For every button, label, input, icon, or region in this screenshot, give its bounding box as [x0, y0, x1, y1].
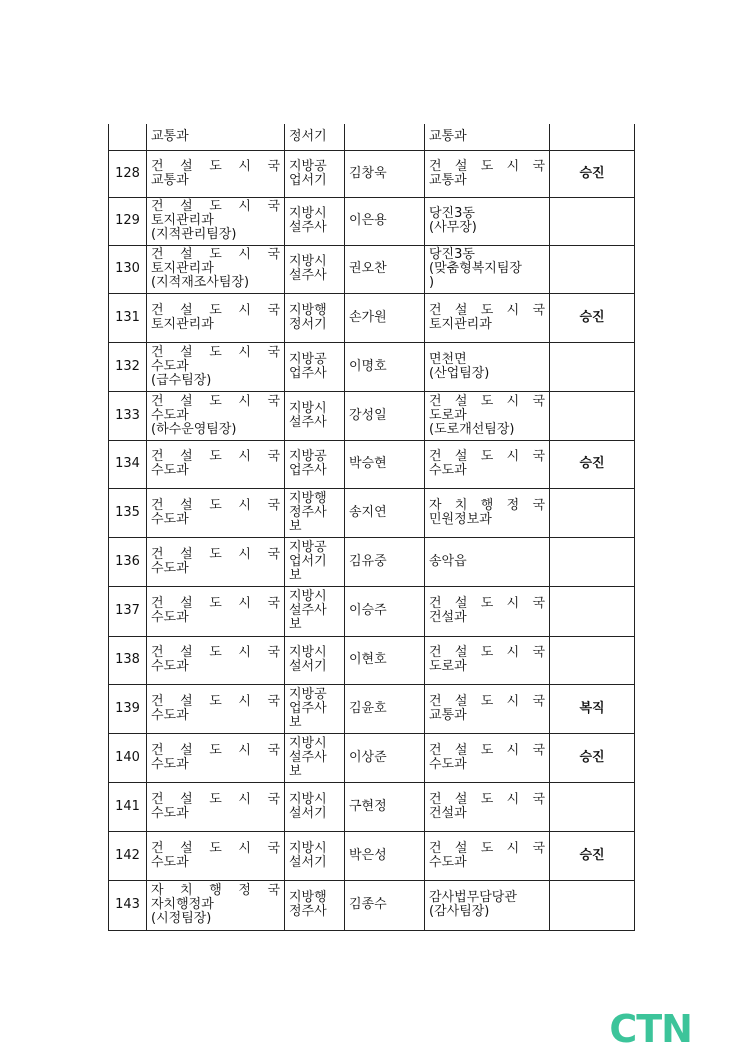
remark: [550, 124, 635, 150]
job-grade-line: 지방공: [289, 539, 327, 555]
new-department: [425, 245, 550, 293]
current-department: [147, 586, 285, 636]
current-bureau: 건 설 도 시 국: [151, 199, 280, 214]
table-row: [109, 197, 635, 245]
new-department: [425, 880, 550, 930]
current-department-line: (지적재조사팀장): [151, 275, 250, 290]
new-department: [425, 488, 550, 537]
job-grade-line: 지방시: [289, 645, 327, 660]
employee-name: 손가원: [345, 293, 425, 342]
job-grade-line: 설서기: [289, 805, 327, 821]
row-number: 137: [109, 586, 147, 636]
job-grade-line: 지방시: [289, 735, 327, 751]
remark: [550, 537, 635, 586]
job-grade-line: 지방공: [289, 351, 327, 367]
remark: 승진: [550, 831, 635, 880]
new-department: [425, 831, 550, 880]
remark: [550, 391, 635, 440]
new-department-line: 교통과: [429, 128, 467, 144]
current-department-line: 수도과: [151, 560, 189, 576]
new-bureau: 건 설 도 시 국: [429, 693, 545, 709]
new-department-line: 수도과: [429, 463, 467, 478]
current-department-line: (하수운영팀장): [151, 421, 237, 437]
row-number: 134: [109, 440, 147, 488]
new-bureau: 건 설 도 시 국: [429, 158, 545, 174]
table-row: [109, 342, 635, 391]
remark: [550, 488, 635, 537]
new-department-line: ): [429, 275, 435, 290]
new-department: [425, 124, 550, 150]
table-row: [109, 880, 635, 930]
current-bureau: 건 설 도 시 국: [151, 693, 280, 709]
employee-name: 이명호: [345, 342, 425, 391]
new-department-line: 교통과: [429, 172, 467, 188]
job-grade-line: 지방행: [289, 890, 327, 905]
employee-name: 김종수: [345, 880, 425, 930]
table-row: [109, 293, 635, 342]
table-row: [109, 391, 635, 440]
remark: [550, 197, 635, 245]
employee-name: 이은용: [345, 197, 425, 245]
current-bureau: 건 설 도 시 국: [151, 497, 280, 513]
job-grade-line: 설주사: [289, 220, 327, 235]
job-grade: [285, 150, 345, 197]
new-department: [425, 684, 550, 733]
new-department-line: 토지관리과: [429, 316, 492, 332]
current-department-line: 수도과: [151, 756, 189, 772]
current-department: [147, 391, 285, 440]
job-grade-line: 지방시: [289, 206, 327, 221]
current-department-line: 수도과: [151, 707, 189, 723]
table-row: [109, 636, 635, 684]
row-number: [109, 124, 147, 150]
current-department-line: 수도과: [151, 407, 189, 423]
job-grade-line: 업주사: [289, 365, 327, 381]
current-bureau: 건 설 도 시 국: [151, 344, 280, 360]
current-department-line: 토지관리과: [151, 316, 214, 332]
new-bureau: 건 설 도 시 국: [429, 596, 545, 611]
job-grade-line: 지방시: [289, 254, 327, 269]
new-department-line: (맞춤형복지팀장: [429, 261, 522, 276]
new-bureau: 자 치 행 정 국: [429, 497, 545, 513]
new-department: [425, 391, 550, 440]
job-grade-line: 보: [289, 567, 302, 583]
new-bureau: 건 설 도 시 국: [429, 742, 545, 758]
new-bureau: 건 설 도 시 국: [429, 302, 545, 318]
job-grade-line: 지방공: [289, 686, 327, 702]
job-grade: [285, 782, 345, 831]
current-department-line: (시정팀장): [151, 911, 212, 926]
job-grade: [285, 586, 345, 636]
current-department-line: 토지관리과: [151, 261, 214, 276]
current-department-line: 수도과: [151, 854, 189, 870]
job-grade: [285, 124, 345, 150]
row-number: 142: [109, 831, 147, 880]
job-grade: [285, 293, 345, 342]
new-department: [425, 342, 550, 391]
new-department: [425, 293, 550, 342]
current-department-line: 수도과: [151, 659, 189, 674]
job-grade-line: 지방공: [289, 449, 327, 464]
table-row: [109, 537, 635, 586]
job-grade: [285, 391, 345, 440]
new-department-line: 수도과: [429, 854, 467, 870]
current-bureau: 건 설 도 시 국: [151, 449, 280, 464]
table-row: [109, 245, 635, 293]
current-department: [147, 150, 285, 197]
job-grade-line: 업주사: [289, 463, 327, 478]
personnel-table: [108, 124, 635, 931]
job-grade-line: 정주사: [289, 904, 327, 919]
row-number: 138: [109, 636, 147, 684]
job-grade-line: 설주사: [289, 268, 327, 283]
new-department: [425, 197, 550, 245]
row-number: 135: [109, 488, 147, 537]
current-department: [147, 831, 285, 880]
job-grade: [285, 342, 345, 391]
current-department-line: 수도과: [151, 610, 189, 625]
new-department: [425, 636, 550, 684]
new-department-line: (사무장): [429, 220, 477, 235]
new-bureau: 건 설 도 시 국: [429, 791, 545, 807]
row-number: 131: [109, 293, 147, 342]
employee-name: 김창욱: [345, 150, 425, 197]
current-department: [147, 782, 285, 831]
current-department: [147, 537, 285, 586]
current-department: [147, 293, 285, 342]
new-bureau: 건 설 도 시 국: [429, 840, 545, 856]
row-number: 136: [109, 537, 147, 586]
row-number: 133: [109, 391, 147, 440]
new-department-line: (감사팀장): [429, 904, 490, 919]
job-grade-line: 보: [289, 714, 302, 730]
job-grade: [285, 831, 345, 880]
current-bureau: 건 설 도 시 국: [151, 393, 280, 409]
new-bureau: 건 설 도 시 국: [429, 393, 545, 409]
remark: 복직: [550, 684, 635, 733]
table-row: [109, 733, 635, 782]
employee-name: 강성일: [345, 391, 425, 440]
remark: 승진: [550, 293, 635, 342]
current-department-line: (급수팀장): [151, 372, 212, 388]
table-row: [109, 782, 635, 831]
new-department-line: 면천면: [429, 351, 467, 367]
current-bureau: 건 설 도 시 국: [151, 840, 280, 856]
job-grade-line: 설서기: [289, 659, 327, 674]
job-grade-line: 보: [289, 763, 302, 779]
job-grade-line: 설주사: [289, 603, 327, 618]
new-bureau: 건 설 도 시 국: [429, 449, 545, 464]
job-grade-line: 보: [289, 617, 302, 632]
new-department: [425, 733, 550, 782]
new-department-line: 민원정보과: [429, 511, 492, 527]
job-grade-line: 업주사: [289, 700, 327, 716]
job-grade-line: 정서기: [289, 316, 327, 332]
new-department-line: 건설과: [429, 610, 467, 625]
current-department: [147, 342, 285, 391]
remark: [550, 880, 635, 930]
new-department-line: 도로과: [429, 659, 467, 674]
new-department-line: 당진3동: [429, 247, 475, 262]
current-department-line: 교통과: [151, 128, 189, 144]
table-row: [109, 124, 635, 150]
job-grade: [285, 537, 345, 586]
job-grade-line: 설주사: [289, 414, 327, 430]
job-grade-line: 지방행: [289, 302, 327, 318]
row-number: 139: [109, 684, 147, 733]
current-department: [147, 684, 285, 733]
job-grade: [285, 245, 345, 293]
job-grade: [285, 488, 345, 537]
job-grade: [285, 440, 345, 488]
new-department-line: (산업팀장): [429, 365, 490, 381]
job-grade-line: 지방시: [289, 840, 327, 856]
table-row: [109, 150, 635, 197]
row-number: 132: [109, 342, 147, 391]
job-grade-line: 정서기: [289, 128, 327, 144]
job-grade: [285, 684, 345, 733]
new-department-line: 도로과: [429, 407, 467, 423]
current-department-line: 수도과: [151, 805, 189, 821]
current-department: [147, 440, 285, 488]
current-department-line: 수도과: [151, 358, 189, 374]
job-grade: [285, 880, 345, 930]
job-grade: [285, 197, 345, 245]
table-row: [109, 586, 635, 636]
remark: [550, 586, 635, 636]
new-department: [425, 537, 550, 586]
job-grade-line: 정주사: [289, 504, 327, 520]
row-number: 143: [109, 880, 147, 930]
current-department: [147, 197, 285, 245]
current-bureau: 건 설 도 시 국: [151, 791, 280, 807]
employee-name: 권오찬: [345, 245, 425, 293]
remark: [550, 636, 635, 684]
new-department-line: 수도과: [429, 756, 467, 772]
new-department-line: 감사법무담당관: [429, 890, 517, 905]
current-bureau: 자 치 행 정 국: [151, 883, 280, 898]
remark: [550, 245, 635, 293]
current-department: [147, 488, 285, 537]
job-grade-line: 지방시: [289, 400, 327, 416]
remark: [550, 342, 635, 391]
current-department: [147, 124, 285, 150]
new-department-line: 교통과: [429, 707, 467, 723]
job-grade-line: 지방시: [289, 791, 327, 807]
employee-name: 김유중: [345, 537, 425, 586]
current-bureau: 건 설 도 시 국: [151, 302, 280, 318]
new-department-line: 송악읍: [429, 553, 467, 569]
new-department: [425, 782, 550, 831]
job-grade-line: 업서기: [289, 172, 327, 188]
job-grade: [285, 636, 345, 684]
employee-name: 이현호: [345, 636, 425, 684]
employee-name: 박승현: [345, 440, 425, 488]
table-row: [109, 831, 635, 880]
job-grade-line: 보: [289, 518, 302, 534]
current-bureau: 건 설 도 시 국: [151, 247, 280, 262]
job-grade: [285, 733, 345, 782]
job-grade-line: 설서기: [289, 854, 327, 870]
current-department-line: 자치행정과: [151, 897, 214, 912]
row-number: 129: [109, 197, 147, 245]
current-department-line: 교통과: [151, 172, 189, 188]
job-grade-line: 지방행: [289, 490, 327, 506]
new-department-line: 건설과: [429, 805, 467, 821]
row-number: 141: [109, 782, 147, 831]
job-grade-line: 업서기: [289, 553, 327, 569]
employee-name: 송지연: [345, 488, 425, 537]
current-bureau: 건 설 도 시 국: [151, 645, 280, 660]
table-row: [109, 488, 635, 537]
employee-name: 이승주: [345, 586, 425, 636]
remark: 승진: [550, 150, 635, 197]
current-department-line: (지적관리팀장): [151, 227, 237, 242]
job-grade-line: 설주사: [289, 749, 327, 765]
remark: 승진: [550, 733, 635, 782]
remark: 승진: [550, 440, 635, 488]
remark: [550, 782, 635, 831]
row-number: 130: [109, 245, 147, 293]
row-number: 140: [109, 733, 147, 782]
employee-name: 구현정: [345, 782, 425, 831]
ctn-logo: CTN: [609, 1007, 692, 1051]
new-department: [425, 440, 550, 488]
new-department-line: (도로개선팀장): [429, 421, 515, 437]
new-department-line: 당진3동: [429, 206, 475, 221]
new-department: [425, 150, 550, 197]
employee-name: 김윤호: [345, 684, 425, 733]
current-department: [147, 733, 285, 782]
current-department: [147, 880, 285, 930]
current-department-line: 수도과: [151, 511, 189, 527]
current-department: [147, 636, 285, 684]
employee-name: 이상준: [345, 733, 425, 782]
current-department-line: 토지관리과: [151, 213, 214, 228]
current-bureau: 건 설 도 시 국: [151, 158, 280, 174]
table-row: [109, 684, 635, 733]
current-department-line: 수도과: [151, 463, 189, 478]
table-body: [109, 124, 635, 930]
employee-name: 박은성: [345, 831, 425, 880]
current-bureau: 건 설 도 시 국: [151, 742, 280, 758]
row-number: 128: [109, 150, 147, 197]
current-bureau: 건 설 도 시 국: [151, 596, 280, 611]
current-bureau: 건 설 도 시 국: [151, 546, 280, 562]
employee-name: [345, 124, 425, 150]
job-grade-line: 지방시: [289, 589, 327, 604]
new-bureau: 건 설 도 시 국: [429, 645, 545, 660]
job-grade-line: 지방공: [289, 158, 327, 174]
table-row: [109, 440, 635, 488]
new-department: [425, 586, 550, 636]
current-department: [147, 245, 285, 293]
